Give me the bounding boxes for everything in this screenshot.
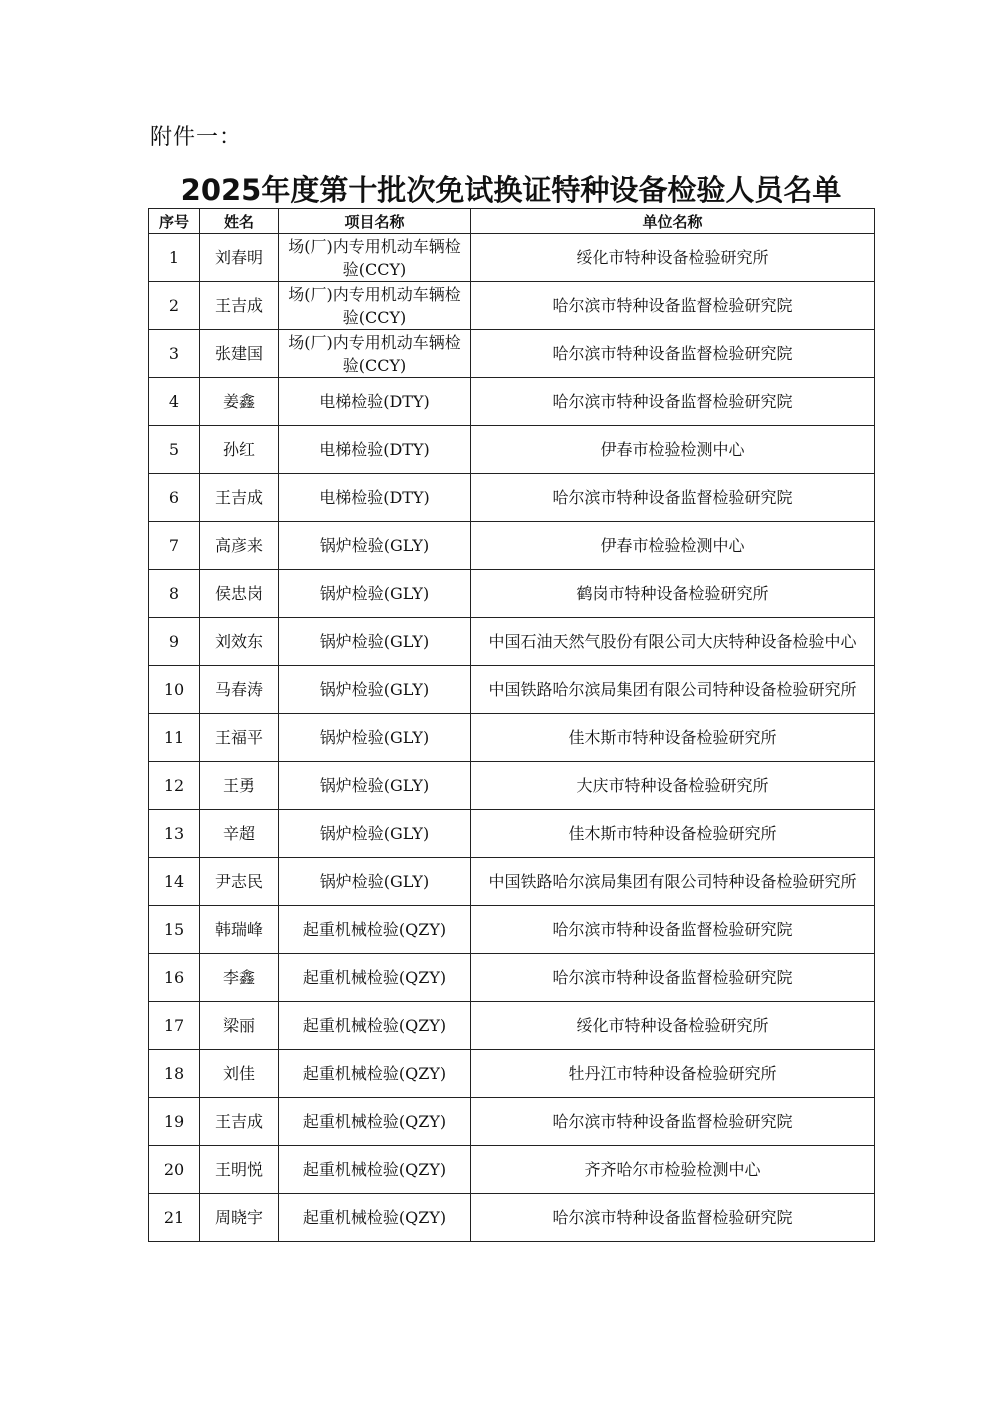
cell-no: 1	[149, 234, 200, 282]
cell-name: 梁丽	[200, 1002, 279, 1050]
cell-unit	[471, 282, 875, 330]
cell-project-text: 起重机械检验(QZY)	[302, 1064, 447, 1083]
cell-project	[279, 1098, 471, 1146]
table-row	[149, 426, 875, 474]
cell-name: 韩瑞峰	[200, 906, 279, 954]
cell-unit	[471, 762, 875, 810]
cell-project	[279, 234, 471, 282]
column-header-unit: 单位名称	[471, 209, 875, 234]
cell-project	[279, 378, 471, 426]
cell-unit	[471, 954, 875, 1002]
cell-project	[279, 762, 471, 810]
cell-unit-text: 佳木斯市特种设备检验研究所	[568, 728, 777, 747]
cell-unit	[471, 1098, 875, 1146]
table-row	[149, 1098, 875, 1146]
cell-project-text: 场(厂)内专用机动车辆检验(CCY)	[288, 284, 461, 327]
cell-no: 12	[149, 762, 200, 810]
cell-no: 2	[149, 282, 200, 330]
cell-project	[279, 618, 471, 666]
cell-no: 14	[149, 858, 200, 906]
cell-project	[279, 810, 471, 858]
cell-no: 15	[149, 906, 200, 954]
cell-unit	[471, 234, 875, 282]
cell-unit	[471, 666, 875, 714]
cell-project-text: 电梯检验(DTY)	[319, 392, 430, 411]
cell-project	[279, 714, 471, 762]
table-row	[149, 1050, 875, 1098]
table-row	[149, 1146, 875, 1194]
cell-project-text: 场(厂)内专用机动车辆检验(CCY)	[288, 332, 461, 375]
table-row	[149, 1194, 875, 1242]
cell-name: 侯忠岗	[200, 570, 279, 618]
cell-project	[279, 1146, 471, 1194]
cell-no: 17	[149, 1002, 200, 1050]
cell-project	[279, 858, 471, 906]
cell-unit-text: 鹤岗市特种设备检验研究所	[576, 584, 769, 603]
cell-unit-text: 绥化市特种设备检验研究所	[576, 1016, 769, 1035]
cell-unit-text: 哈尔滨市特种设备监督检验研究院	[552, 344, 793, 363]
cell-unit	[471, 426, 875, 474]
cell-unit	[471, 522, 875, 570]
cell-no: 8	[149, 570, 200, 618]
table-row	[149, 618, 875, 666]
cell-no: 21	[149, 1194, 200, 1242]
table-header-row	[149, 209, 875, 234]
cell-project-text: 电梯检验(DTY)	[319, 440, 430, 459]
cell-name: 马春涛	[200, 666, 279, 714]
cell-no: 4	[149, 378, 200, 426]
cell-unit-text: 伊春市检验检测中心	[600, 536, 745, 555]
cell-project	[279, 1194, 471, 1242]
table-row	[149, 474, 875, 522]
table-row	[149, 666, 875, 714]
cell-unit-text: 哈尔滨市特种设备监督检验研究院	[552, 1112, 793, 1131]
cell-no: 16	[149, 954, 200, 1002]
column-header-project: 项目名称	[279, 209, 471, 234]
cell-project-text: 起重机械检验(QZY)	[302, 1208, 447, 1227]
table-row	[149, 330, 875, 378]
cell-unit-text: 大庆市特种设备检验研究所	[576, 776, 769, 795]
table-row	[149, 522, 875, 570]
cell-no: 19	[149, 1098, 200, 1146]
cell-unit	[471, 570, 875, 618]
table-body	[149, 234, 875, 1242]
table-row	[149, 234, 875, 282]
cell-name: 孙红	[200, 426, 279, 474]
cell-name: 张建国	[200, 330, 279, 378]
cell-no: 18	[149, 1050, 200, 1098]
cell-no: 6	[149, 474, 200, 522]
cell-unit	[471, 618, 875, 666]
cell-unit-text: 哈尔滨市特种设备监督检验研究院	[552, 488, 793, 507]
cell-project	[279, 522, 471, 570]
cell-name: 王吉成	[200, 1098, 279, 1146]
cell-unit	[471, 906, 875, 954]
cell-unit	[471, 474, 875, 522]
cell-project-text: 锅炉检验(GLY)	[319, 680, 430, 699]
cell-name: 王福平	[200, 714, 279, 762]
cell-no: 3	[149, 330, 200, 378]
cell-project-text: 锅炉检验(GLY)	[319, 824, 430, 843]
cell-project-text: 锅炉检验(GLY)	[319, 536, 430, 555]
cell-no: 9	[149, 618, 200, 666]
table-row	[149, 378, 875, 426]
cell-name: 高彦来	[200, 522, 279, 570]
cell-unit	[471, 714, 875, 762]
cell-unit-text: 牡丹江市特种设备检验研究所	[568, 1064, 777, 1083]
table-row	[149, 906, 875, 954]
cell-project	[279, 282, 471, 330]
cell-unit-text: 佳木斯市特种设备检验研究所	[568, 824, 777, 843]
cell-unit	[471, 810, 875, 858]
cell-project-text: 起重机械检验(QZY)	[302, 920, 447, 939]
cell-unit-text: 中国铁路哈尔滨局集团有限公司特种设备检验研究所	[488, 872, 857, 891]
cell-name: 周晓宇	[200, 1194, 279, 1242]
cell-name: 王明悦	[200, 1146, 279, 1194]
cell-no: 13	[149, 810, 200, 858]
cell-unit	[471, 858, 875, 906]
cell-name: 王勇	[200, 762, 279, 810]
cell-project	[279, 954, 471, 1002]
cell-project	[279, 1050, 471, 1098]
table-row	[149, 570, 875, 618]
cell-unit-text: 中国石油天然气股份有限公司大庆特种设备检验中心	[488, 632, 857, 651]
cell-project-text: 锅炉检验(GLY)	[319, 584, 430, 603]
cell-project	[279, 474, 471, 522]
cell-project-text: 锅炉检验(GLY)	[319, 872, 430, 891]
cell-project	[279, 330, 471, 378]
cell-no: 20	[149, 1146, 200, 1194]
cell-unit-text: 哈尔滨市特种设备监督检验研究院	[552, 1208, 793, 1227]
cell-name: 王吉成	[200, 474, 279, 522]
cell-unit	[471, 1146, 875, 1194]
cell-unit	[471, 330, 875, 378]
cell-project-text: 锅炉检验(GLY)	[319, 632, 430, 651]
cell-unit-text: 中国铁路哈尔滨局集团有限公司特种设备检验研究所	[488, 680, 857, 699]
cell-name: 李鑫	[200, 954, 279, 1002]
table-row	[149, 858, 875, 906]
cell-name: 辛超	[200, 810, 279, 858]
cell-unit	[471, 378, 875, 426]
personnel-table	[148, 208, 875, 1242]
cell-unit-text: 齐齐哈尔市检验检测中心	[584, 1160, 761, 1179]
cell-name: 刘佳	[200, 1050, 279, 1098]
cell-project-text: 锅炉检验(GLY)	[319, 728, 430, 747]
cell-unit-text: 哈尔滨市特种设备监督检验研究院	[552, 296, 793, 315]
cell-no: 11	[149, 714, 200, 762]
cell-no: 5	[149, 426, 200, 474]
table-row	[149, 1002, 875, 1050]
column-header-no: 序号	[149, 209, 200, 234]
cell-name: 刘春明	[200, 234, 279, 282]
cell-name: 刘效东	[200, 618, 279, 666]
table-row	[149, 954, 875, 1002]
table-row	[149, 714, 875, 762]
cell-project	[279, 666, 471, 714]
cell-name: 姜鑫	[200, 378, 279, 426]
cell-unit-text: 哈尔滨市特种设备监督检验研究院	[552, 392, 793, 411]
cell-project-text: 起重机械检验(QZY)	[302, 1016, 447, 1035]
cell-project	[279, 1002, 471, 1050]
document-title: 2025年度第十批次免试换证特种设备检验人员名单	[180, 173, 842, 207]
cell-no: 10	[149, 666, 200, 714]
table-row	[149, 810, 875, 858]
cell-unit	[471, 1194, 875, 1242]
attachment-label: 附件一：	[150, 125, 243, 150]
cell-project-text: 起重机械检验(QZY)	[302, 1160, 447, 1179]
cell-project	[279, 570, 471, 618]
cell-project-text: 场(厂)内专用机动车辆检验(CCY)	[288, 236, 461, 279]
column-header-name: 姓名	[200, 209, 279, 234]
cell-name: 尹志民	[200, 858, 279, 906]
cell-project-text: 锅炉检验(GLY)	[319, 776, 430, 795]
cell-unit-text: 伊春市检验检测中心	[600, 440, 745, 459]
table-row	[149, 282, 875, 330]
cell-unit	[471, 1002, 875, 1050]
cell-no: 7	[149, 522, 200, 570]
cell-project	[279, 426, 471, 474]
cell-unit-text: 哈尔滨市特种设备监督检验研究院	[552, 968, 793, 987]
cell-unit-text: 绥化市特种设备检验研究所	[576, 248, 769, 267]
cell-unit-text: 哈尔滨市特种设备监督检验研究院	[552, 920, 793, 939]
cell-project-text: 电梯检验(DTY)	[319, 488, 430, 507]
cell-project	[279, 906, 471, 954]
cell-project-text: 起重机械检验(QZY)	[302, 1112, 447, 1131]
cell-project-text: 起重机械检验(QZY)	[302, 968, 447, 987]
cell-name: 王吉成	[200, 282, 279, 330]
table-row	[149, 762, 875, 810]
cell-unit	[471, 1050, 875, 1098]
